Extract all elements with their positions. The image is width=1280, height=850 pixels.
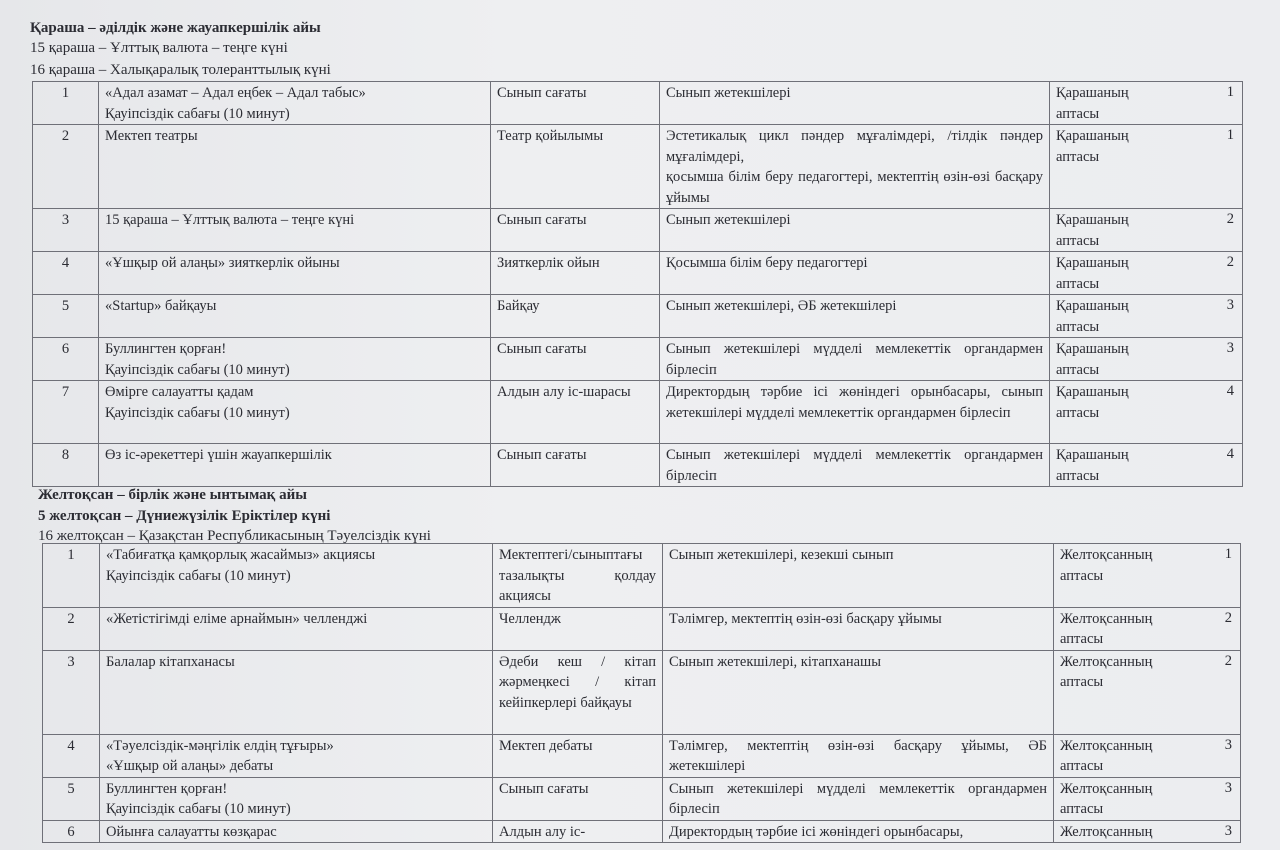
table-row: [33, 444, 1243, 487]
week-line: аптасы: [1060, 631, 1104, 647]
event-line: Буллингтен қорған!: [106, 780, 228, 797]
week-number: 3: [1224, 736, 1232, 753]
form-cell: [491, 381, 660, 444]
event-line: Буллингтен қорған!: [105, 341, 227, 357]
table-row: [33, 338, 1243, 381]
week-number: 2: [1224, 652, 1232, 669]
responsible-cell: [660, 381, 1050, 444]
responsible-cell: [660, 338, 1050, 381]
row-number: 3: [43, 650, 100, 734]
row-number: 2: [43, 607, 100, 650]
week-number: 4: [1226, 383, 1234, 399]
resp-line: Сынып жетекшілері мүдделі мемлекеттік органдармен бірлесіп: [669, 780, 1047, 817]
week-cell: [1050, 381, 1243, 444]
resp-line: қосымша білім беру педагогтері, мектептің өзін-өзі басқару ұйымы: [666, 169, 1043, 206]
event-line: «Ұшқыр ой алаңы» зияткерлік ойыны: [105, 255, 340, 271]
november-date-2: 16 қараша – Халықаралық толеранттылық күні: [30, 62, 331, 78]
week-line: Желтоқсанның: [1060, 780, 1153, 797]
event-line: Өмірге салауатты қадам: [105, 384, 254, 400]
week-line: Желтоқсанның: [1060, 737, 1153, 754]
week-cell: [1054, 607, 1241, 650]
event-line: «Адал азамат – Адал еңбек – Адал табыс»: [105, 85, 366, 101]
event-line: Мектеп театры: [105, 128, 198, 144]
table-row: [43, 777, 1241, 820]
row-number: 2: [33, 125, 99, 209]
table-row: [33, 295, 1243, 338]
form-line: Сынып сағаты: [497, 447, 587, 463]
form-cell: [491, 338, 660, 381]
row-number: 5: [43, 777, 100, 820]
event-line: «Тәуелсіздік-мәңгілік елдің тұғыры»: [106, 737, 334, 754]
week-cell: [1054, 650, 1241, 734]
resp-line: Сынып жетекшілері мүдделі мемлекеттік органдармен бірлесіп: [666, 447, 1043, 484]
event-cell: [99, 444, 491, 487]
week-cell: [1054, 544, 1241, 608]
resp-line: Сынып жетекшілері, кітапханашы: [669, 653, 881, 670]
event-cell: [100, 820, 493, 843]
resp-line: Директордың тәрбие ісі жөніндегі орынбасары,: [669, 823, 964, 840]
event-line: Қауіпсіздік сабағы (10 минут): [105, 361, 290, 378]
resp-line: Тәлімгер, мектептің өзін-өзі басқару ұйымы: [669, 610, 942, 627]
table-row: [33, 252, 1243, 295]
event-line: Балалар кітапханасы: [106, 653, 235, 670]
form-line: Алдын алу іс-: [499, 823, 586, 840]
resp-line: Директордың тәрбие ісі жөніндегі орынбасары, сынып жетекшілері мүдделі мемлекеттік органдармен бірлесіп: [666, 384, 1043, 421]
responsible-cell: [663, 650, 1054, 734]
form-cell: [491, 252, 660, 295]
week-cell: [1050, 295, 1243, 338]
form-cell: [493, 734, 663, 777]
responsible-cell: [660, 295, 1050, 338]
responsible-cell: [660, 252, 1050, 295]
event-cell: [100, 650, 493, 734]
row-number: 6: [33, 338, 99, 381]
week-line: аптасы: [1056, 318, 1100, 335]
week-line: Қарашаның: [1056, 384, 1129, 400]
form-cell: [493, 777, 663, 820]
event-line: «Табиғатқа қамқорлық жасаймыз» акциясы: [106, 547, 376, 563]
week-line: аптасы: [1056, 361, 1100, 378]
event-cell: [99, 209, 491, 252]
row-number: 1: [43, 544, 100, 608]
responsible-cell: [663, 734, 1054, 777]
event-line: «Ұшқыр ой алаңы» дебаты: [106, 758, 274, 774]
week-line: аптасы: [1060, 674, 1104, 690]
form-line: Челлендж: [499, 610, 561, 627]
week-cell: [1050, 444, 1243, 487]
week-line: аптасы: [1056, 105, 1100, 122]
row-number: 3: [33, 209, 99, 252]
form-cell: [493, 820, 663, 843]
form-line: Мектептегі/сыныптағы тазалықты қолдау акциясы: [499, 547, 656, 604]
row-number: 5: [33, 295, 99, 338]
row-number: 4: [33, 252, 99, 295]
week-cell: [1054, 820, 1241, 843]
responsible-cell: [663, 544, 1054, 608]
week-line: аптасы: [1056, 275, 1100, 292]
event-line: «Жетістігімді еліме арнаймын» челленджі: [106, 610, 368, 627]
week-cell: [1050, 338, 1243, 381]
resp-line: Сынып жетекшілері, кезекші сынып: [669, 547, 894, 563]
december-date-1: 5 желтоқсан – Дүниежүзілік Еріктілер күні: [38, 508, 331, 524]
week-line: аптасы: [1060, 567, 1104, 584]
week-line: аптасы: [1060, 758, 1104, 774]
event-line: 15 қараша – Ұлттық валюта – теңге күні: [105, 212, 355, 228]
week-line: Қарашаның: [1056, 212, 1129, 228]
week-number: 1: [1226, 127, 1234, 143]
week-line: Қарашаның: [1056, 447, 1129, 463]
week-line: Қарашаның: [1056, 298, 1129, 314]
event-cell: [99, 125, 491, 209]
form-line: Сынып сағаты: [499, 780, 589, 797]
week-cell: [1050, 82, 1243, 125]
week-line: Қарашаның: [1056, 341, 1129, 357]
december-date-2: 16 желтоқсан – Қазақстан Республикасының Тәуелсіздік күні: [38, 528, 431, 544]
resp-line: Сынып жетекшілері: [666, 212, 791, 228]
week-number: 3: [1224, 779, 1232, 796]
resp-line: Эстетикалық цикл пәндер мұғалімдері, /тілдік пәндер мұғалімдері,: [666, 128, 1043, 165]
week-number: 2: [1226, 254, 1234, 270]
week-number: 1: [1226, 84, 1234, 100]
table-row: [43, 650, 1241, 734]
week-line: Желтоқсанның: [1060, 823, 1153, 840]
form-line: Әдеби кеш / кітап жәрмеңкесі / кітап кейіпкерлері байқауы: [499, 653, 656, 711]
responsible-cell: [663, 820, 1054, 843]
event-line: Өз іс-әрекеттері үшін жауапкершілік: [105, 447, 332, 463]
responsible-cell: [660, 125, 1050, 209]
week-line: аптасы: [1060, 801, 1104, 817]
resp-line: Тәлімгер, мектептің өзін-өзі басқару ұйымы, ӘБ жетекшілері: [669, 737, 1047, 774]
event-cell: [100, 607, 493, 650]
table-row: [33, 82, 1243, 125]
form-line: Алдын алу іс-шарасы: [497, 384, 631, 400]
week-cell: [1050, 209, 1243, 252]
december-table: [42, 543, 1241, 843]
event-line: Қауіпсіздік сабағы (10 минут): [106, 567, 291, 584]
resp-line: Сынып жетекшілері, ӘБ жетекшілері: [666, 298, 897, 314]
event-line: Қауіпсіздік сабағы (10 минут): [105, 105, 290, 122]
form-cell: [491, 82, 660, 125]
form-line: Мектеп дебаты: [499, 737, 593, 754]
week-number: 2: [1224, 609, 1232, 626]
week-line: аптасы: [1056, 467, 1100, 484]
form-cell: [491, 444, 660, 487]
form-cell: [493, 650, 663, 734]
form-line: Сынып сағаты: [497, 212, 587, 228]
november-title: Қараша – әділдік және жауапкершілік айы: [30, 20, 321, 36]
week-number: 3: [1226, 340, 1234, 356]
form-cell: [493, 544, 663, 608]
week-line: Қарашаның: [1056, 85, 1129, 101]
week-line: Қарашаның: [1056, 255, 1129, 271]
responsible-cell: [663, 777, 1054, 820]
week-line: аптасы: [1056, 148, 1100, 165]
table-row: [43, 607, 1241, 650]
form-cell: [491, 125, 660, 209]
week-number: 1: [1224, 546, 1232, 562]
resp-line: Сынып жетекшілері: [666, 85, 791, 101]
week-line: Желтоқсанның: [1060, 653, 1153, 670]
week-line: аптасы: [1056, 404, 1100, 421]
event-cell: [99, 252, 491, 295]
form-line: Байқау: [497, 298, 540, 314]
row-number: 6: [43, 820, 100, 843]
week-line: Қарашаның: [1056, 128, 1129, 144]
week-number: 4: [1226, 446, 1234, 462]
event-cell: [99, 338, 491, 381]
form-line: Сынып сағаты: [497, 341, 587, 357]
row-number: 1: [33, 82, 99, 125]
responsible-cell: [660, 444, 1050, 487]
event-line: Қауіпсіздік сабағы (10 минут): [105, 404, 290, 421]
responsible-cell: [660, 209, 1050, 252]
week-line: Желтоқсанның: [1060, 547, 1153, 563]
form-cell: [491, 209, 660, 252]
week-line: Желтоқсанның: [1060, 610, 1153, 627]
week-cell: [1050, 252, 1243, 295]
form-line: Зияткерлік ойын: [497, 255, 600, 271]
table-row: [43, 820, 1241, 843]
resp-line: Қосымша білім беру педагогтері: [666, 255, 868, 271]
form-line: Сынып сағаты: [497, 85, 587, 101]
table-row: [33, 381, 1243, 444]
event-line: Қауіпсіздік сабағы (10 минут): [106, 801, 291, 817]
event-cell: [99, 82, 491, 125]
week-cell: [1054, 777, 1241, 820]
row-number: 4: [43, 734, 100, 777]
week-cell: [1054, 734, 1241, 777]
form-cell: [493, 607, 663, 650]
table-row: [33, 125, 1243, 209]
row-number: 8: [33, 444, 99, 487]
form-line: Театр қойылымы: [497, 128, 604, 144]
event-cell: [100, 777, 493, 820]
table-row: [43, 734, 1241, 777]
november-date-1: 15 қараша – Ұлттық валюта – теңге күні: [30, 40, 288, 56]
responsible-cell: [660, 82, 1050, 125]
responsible-cell: [663, 607, 1054, 650]
week-number: 3: [1226, 297, 1234, 313]
event-cell: [100, 544, 493, 608]
event-cell: [100, 734, 493, 777]
table-row: [33, 209, 1243, 252]
december-title: Желтоқсан – бірлік және ынтымақ айы: [38, 487, 307, 503]
event-cell: [99, 381, 491, 444]
week-number: 3: [1224, 822, 1232, 839]
november-table: [32, 81, 1243, 487]
event-line: «Startup» байқауы: [105, 298, 217, 314]
week-number: 2: [1226, 211, 1234, 227]
table-row: [43, 544, 1241, 608]
week-cell: [1050, 125, 1243, 209]
row-number: 7: [33, 381, 99, 444]
form-cell: [491, 295, 660, 338]
event-line: Ойынға салауатты көзқарас: [106, 823, 277, 840]
event-cell: [99, 295, 491, 338]
resp-line: Сынып жетекшілері мүдделі мемлекеттік органдармен бірлесіп: [666, 341, 1043, 378]
week-line: аптасы: [1056, 232, 1100, 249]
